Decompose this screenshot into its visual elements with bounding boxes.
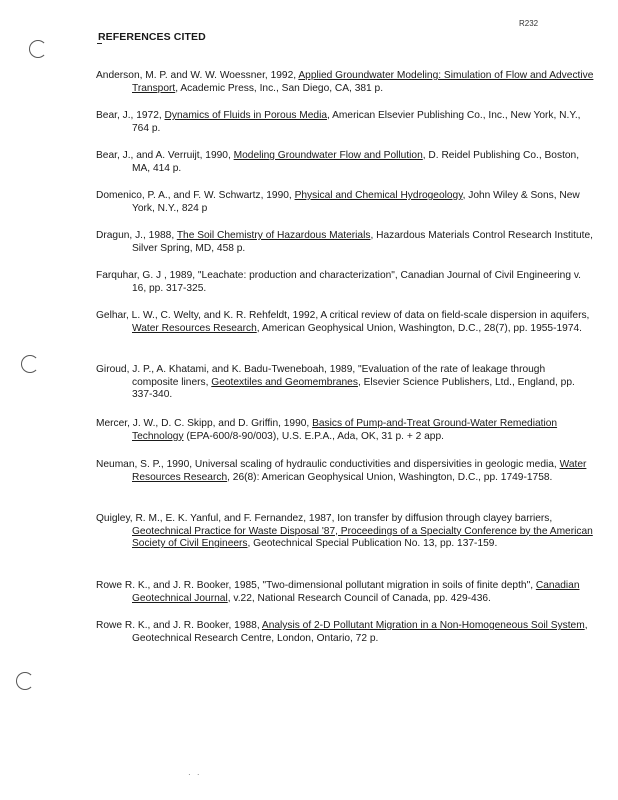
reference-entry: Giroud, J. P., A. Khatami, and K. Badu-Tweneboah, 1989, "Evaluation of the rate of leakage through composite liners, Geotextiles and Geomembranes, Elsevier Science Publishers, Ltd., England, pp. 337-340. [96,364,575,401]
reference-entry: Dragun, J., 1988, The Soil Chemistry of Hazardous Materials, Hazardous Materials Control Research Institute, Silver Spring, MD, 458 p. [96,230,593,254]
reference-entry: Quigley, R. M., E. K. Yanful, and F. Fernandez, 1987, Ion transfer by diffusion through clayey barriers, Geotechnical Practice for Waste Disposal '87, Proceedings of a Specialty Conference by the American Society of Civil Engineers, Geotechnical Special Publication No. 13, pp. 137-159. [96,513,593,550]
reference-entry: Rowe R. K., and J. R. Booker, 1985, "Two-dimensional pollutant migration in soils of finite depth", Canadian Geotechnical Journal, v.22, National Research Council of Canada, pp. 429-436. [96,580,580,604]
reference-entry: Gelhar, L. W., C. Welty, and K. R. Rehfeldt, 1992, A critical review of data on field-scale dispersion in aquifers, Water Resources Research, American Geophysical Union, Washington, D.C., 28(7), pp. 1955-1974. [96,310,590,334]
punch-hole-bottom [16,672,34,690]
reference-entry: Anderson, M. P. and W. W. Woessner, 1992, Applied Groundwater Modeling: Simulation of Flow and Advective Transport, Academic Press, Inc., San Diego, CA, 381 p. [96,70,594,94]
scan-speck-marks: · · [188,770,202,779]
reference-entry: Mercer, J. W., D. C. Skipp, and D. Griffin, 1990, Basics of Pump-and-Treat Ground-Water Remediation Technology (EPA-600/8-90/003), U.S. E.P.A., Ada, OK, 31 p. + 2 app. [96,418,558,442]
reference-entry: Bear, J., 1972, Dynamics of Fluids in Porous Media, American Elsevier Publishing Co., Inc., New York, N.Y., 764 p. [96,110,581,134]
reference-entry: Rowe R. K., and J. R. Booker, 1988, Analysis of 2-D Pollutant Migration in a Non-Homogeneous Soil System, Geotechnical Research Centre, London, Ontario, 72 p. [96,620,588,644]
reference-entry: Domenico, P. A., and F. W. Schwartz, 1990, Physical and Chemical Hydrogeology, John Wiley & Sons, New York, N.Y., 824 p [96,190,580,214]
title-underline-mark [97,43,102,44]
page-title: REFERENCES CITED [98,31,206,43]
reference-entry: Neuman, S. P., 1990, Universal scaling of hydraulic conductivities and dispersivities in geologic media, Water Resources Research, 26(8): American Geophysical Union, Washington, D.C., pp. 1749-1758. [96,459,587,483]
page-id: R232 [519,19,539,28]
punch-hole-middle [21,355,39,373]
reference-entry: Farquhar, G. J , 1989, "Leachate: production and characterization", Canadian Journal of Civil Engineering v. 16, pp. 317-325. [96,270,582,294]
punch-hole-top [29,40,47,58]
reference-entry: Bear, J., and A. Verruijt, 1990, Modeling Groundwater Flow and Pollution, D. Reidel Publishing Co., Boston, MA, 414 p. [96,150,580,174]
